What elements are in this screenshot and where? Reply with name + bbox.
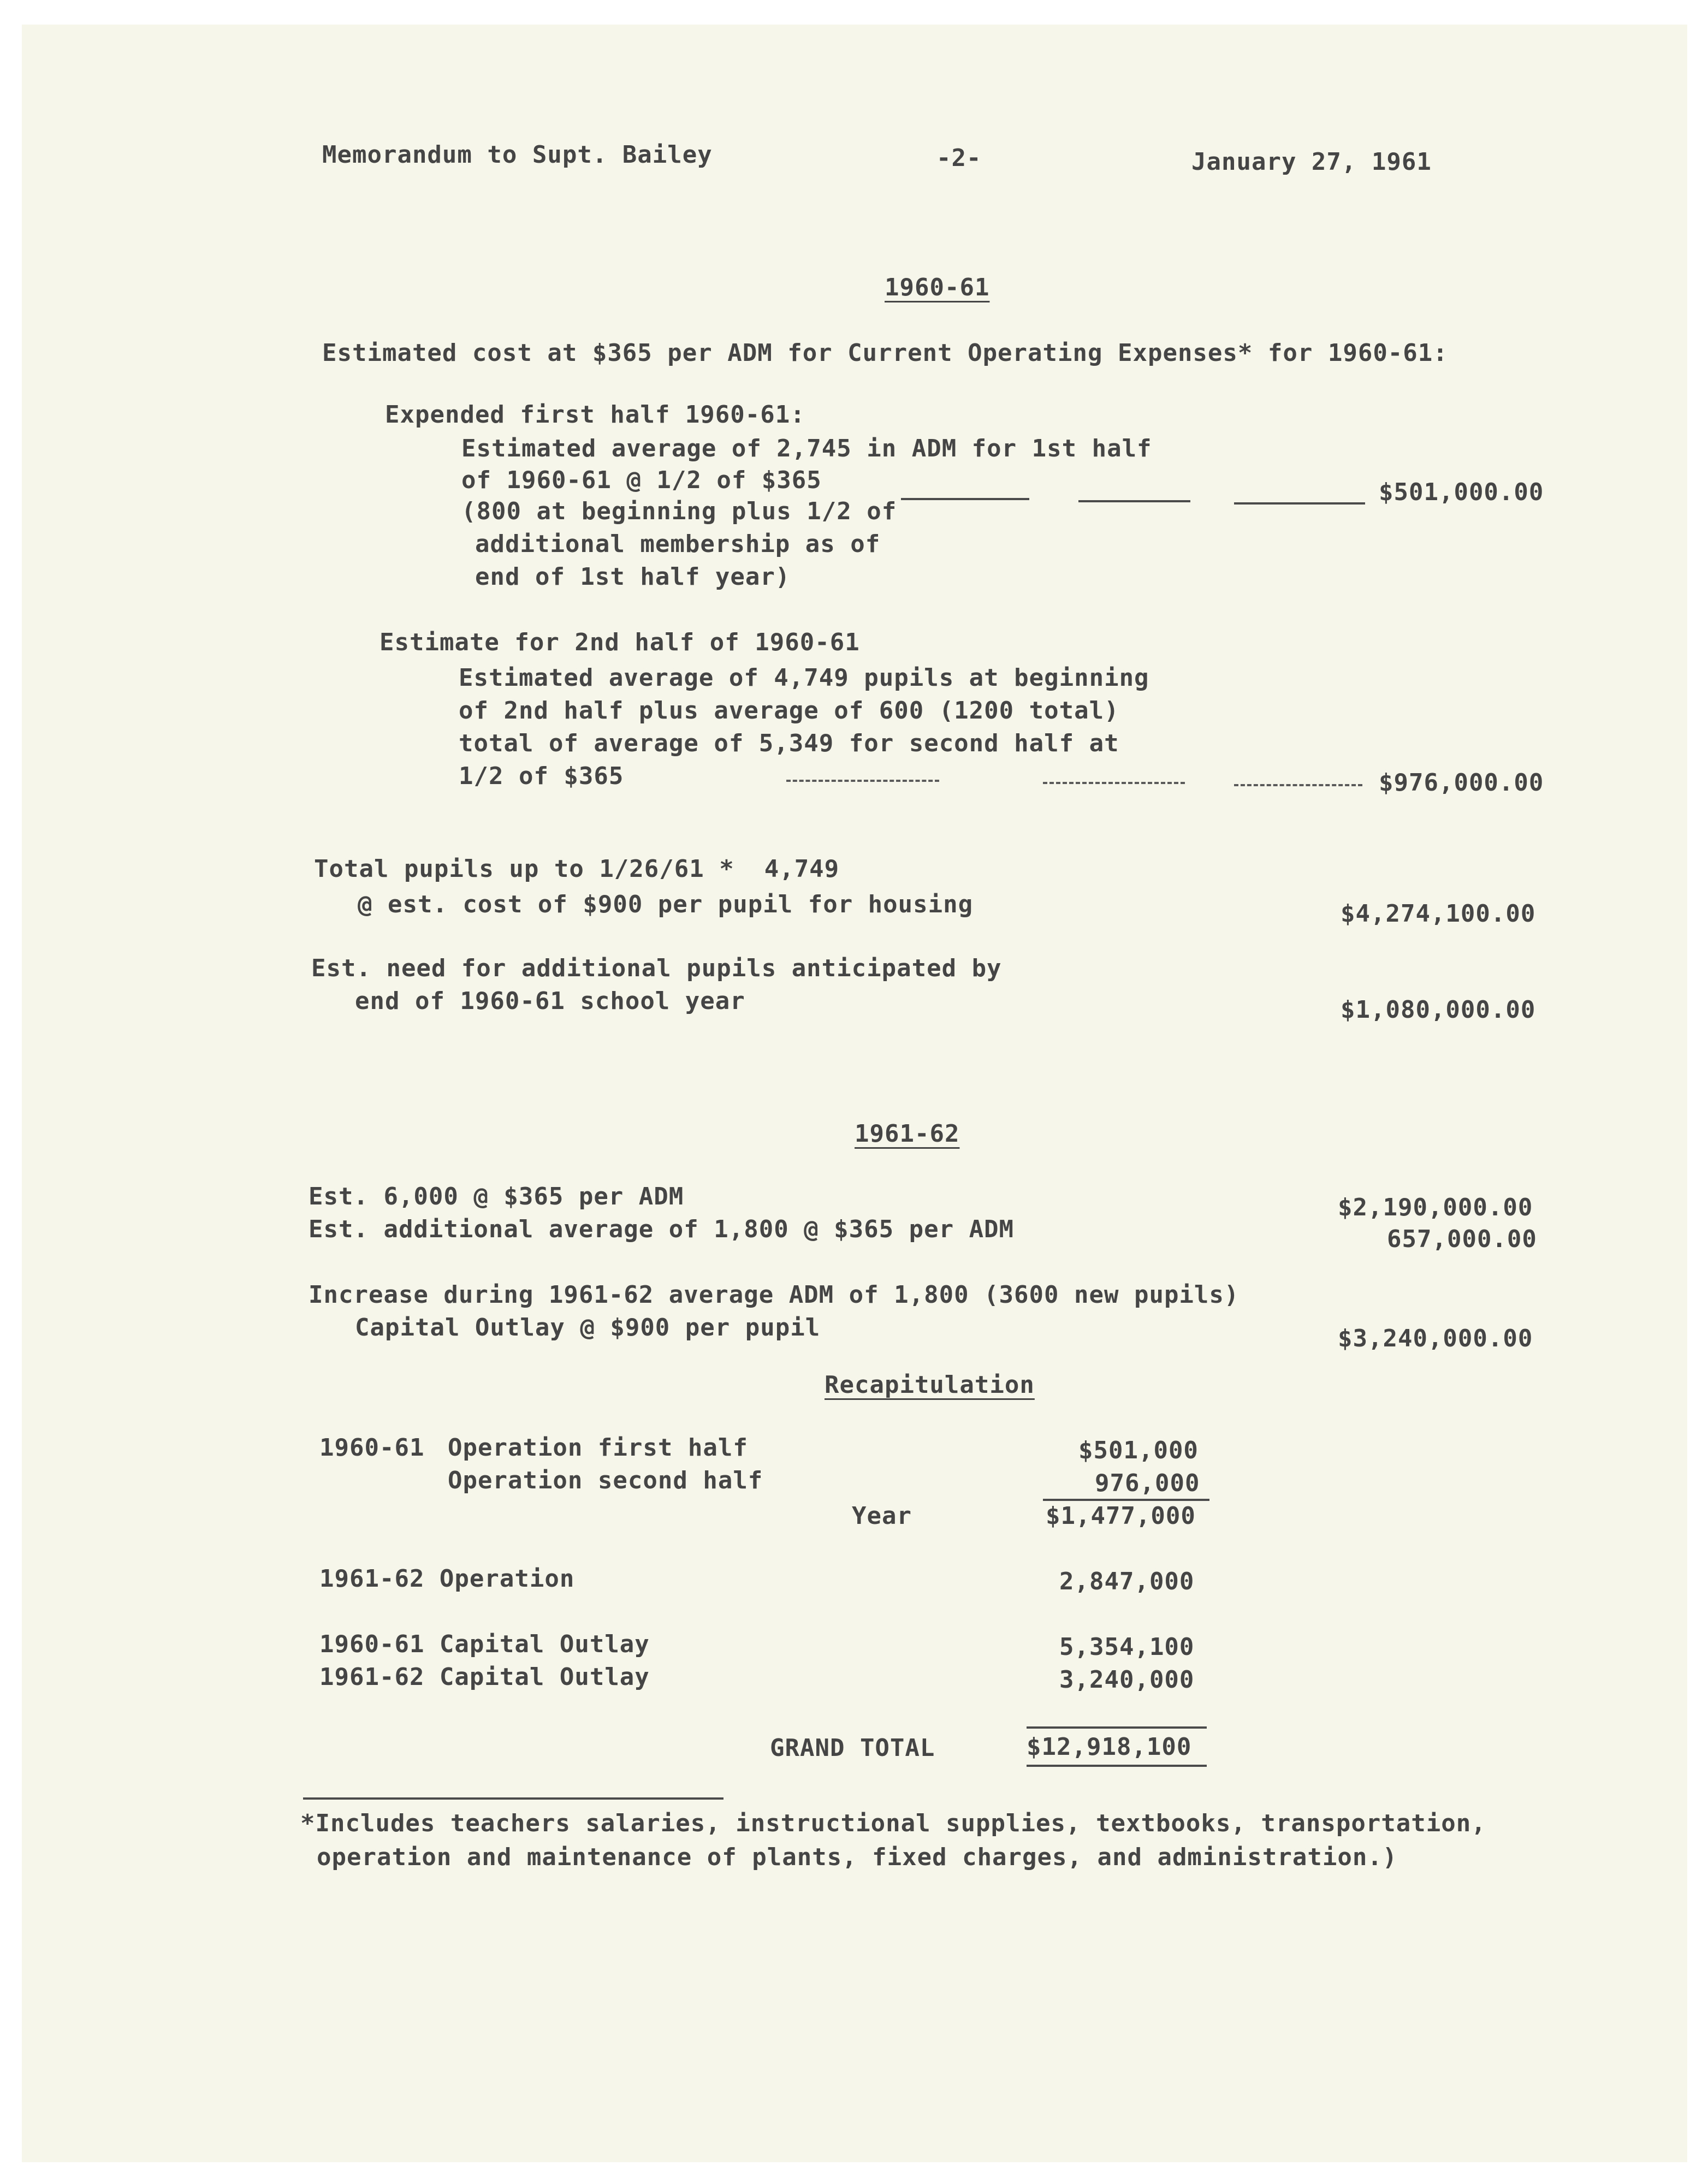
additional-pupils-line: end of 1960-61 school year <box>355 987 745 1015</box>
memo-date: January 27, 1961 <box>1191 148 1432 176</box>
first-half-title: Expended first half 1960-61: <box>385 401 805 429</box>
recap-amount: 3,240,000 <box>1059 1666 1195 1694</box>
recap-label: Operation second half <box>448 1467 763 1494</box>
recap-amount: 976,000 <box>1095 1469 1200 1497</box>
recap-amount: $501,000 <box>1078 1437 1199 1464</box>
total-pupils-amount: $4,274,100.00 <box>1341 900 1536 928</box>
leader-line <box>1078 500 1190 502</box>
increase-line: Capital Outlay @ $900 per pupil <box>355 1314 821 1342</box>
leader-line <box>1234 784 1362 786</box>
recap-heading: Recapitulation <box>825 1371 1035 1399</box>
recap-label: 1960-61 Capital Outlay <box>319 1630 650 1658</box>
leader-line <box>901 498 1029 500</box>
section-heading-1961-62: 1961-62 <box>855 1120 960 1148</box>
total-pupils-line: Total pupils up to 1/26/61 * 4,749 <box>314 855 840 883</box>
recap-year: 1960-61 <box>319 1434 425 1462</box>
recap-label: Operation first half <box>448 1434 748 1462</box>
total-pupils-line: @ est. cost of $900 per pupil for housing <box>358 891 974 918</box>
additional-pupils-line: Est. need for additional pupils anticipated by <box>311 954 1002 982</box>
increase-amount: $3,240,000.00 <box>1338 1325 1533 1352</box>
estimate-amount: $2,190,000.00 <box>1338 1194 1533 1221</box>
estimate-line: Est. additional average of 1,800 @ $365 per ADM <box>309 1215 1015 1243</box>
first-half-line: of 1960-61 @ 1/2 of $365 <box>461 466 822 494</box>
first-half-line: Estimated average of 2,745 in ADM for 1st half <box>461 435 1152 462</box>
second-half-line: total of average of 5,349 for second half at <box>459 729 1119 757</box>
total-rule <box>1027 1726 1207 1729</box>
second-half-amount: $976,000.00 <box>1379 769 1544 797</box>
increase-line: Increase during 1961-62 average ADM of 1,800 (3600 new pupils) <box>309 1281 1240 1309</box>
grand-total-amount: $12,918,100 <box>1027 1733 1192 1761</box>
leader-line <box>1234 502 1365 505</box>
sum-rule <box>1043 1499 1209 1501</box>
footnote-line: *Includes teachers salaries, instructional supplies, textbooks, transportation, <box>300 1809 1486 1837</box>
first-half-amount: $501,000.00 <box>1379 478 1544 506</box>
recap-amount: 2,847,000 <box>1059 1568 1195 1595</box>
grand-total-label: GRAND TOTAL <box>770 1734 935 1762</box>
total-rule <box>1027 1765 1207 1767</box>
section-heading-1960-61: 1960-61 <box>885 274 990 301</box>
recap-amount: 5,354,100 <box>1059 1633 1195 1661</box>
recap-label: Year <box>852 1502 912 1530</box>
recap-label: 1961-62 Capital Outlay <box>319 1663 650 1691</box>
recap-label: 1961-62 Operation <box>319 1565 575 1593</box>
additional-pupils-amount: $1,080,000.00 <box>1341 996 1536 1024</box>
recap-amount: $1,477,000 <box>1046 1502 1196 1530</box>
first-half-line: additional membership as of <box>475 530 881 558</box>
second-half-line: 1/2 of $365 <box>459 762 624 790</box>
first-half-line: (800 at beginning plus 1/2 of <box>461 497 897 525</box>
footnote-line: operation and maintenance of plants, fixed charges, and administration.) <box>317 1843 1398 1871</box>
section-intro: Estimated cost at $365 per ADM for Current Operating Expenses* for 1960-61: <box>322 339 1448 367</box>
memo-recipient: Memorandum to Supt. Bailey <box>322 141 713 169</box>
leader-line <box>786 780 939 782</box>
page-number: -2- <box>936 144 982 172</box>
leader-line <box>1043 782 1185 784</box>
estimate-line: Est. 6,000 @ $365 per ADM <box>309 1183 684 1210</box>
footnote-rule <box>303 1797 724 1800</box>
estimate-amount: 657,000.00 <box>1387 1225 1537 1253</box>
second-half-title: Estimate for 2nd half of 1960-61 <box>379 628 860 656</box>
first-half-line: end of 1st half year) <box>475 563 791 591</box>
second-half-line: of 2nd half plus average of 600 (1200 total) <box>459 697 1119 725</box>
second-half-line: Estimated average of 4,749 pupils at beginning <box>459 664 1149 692</box>
